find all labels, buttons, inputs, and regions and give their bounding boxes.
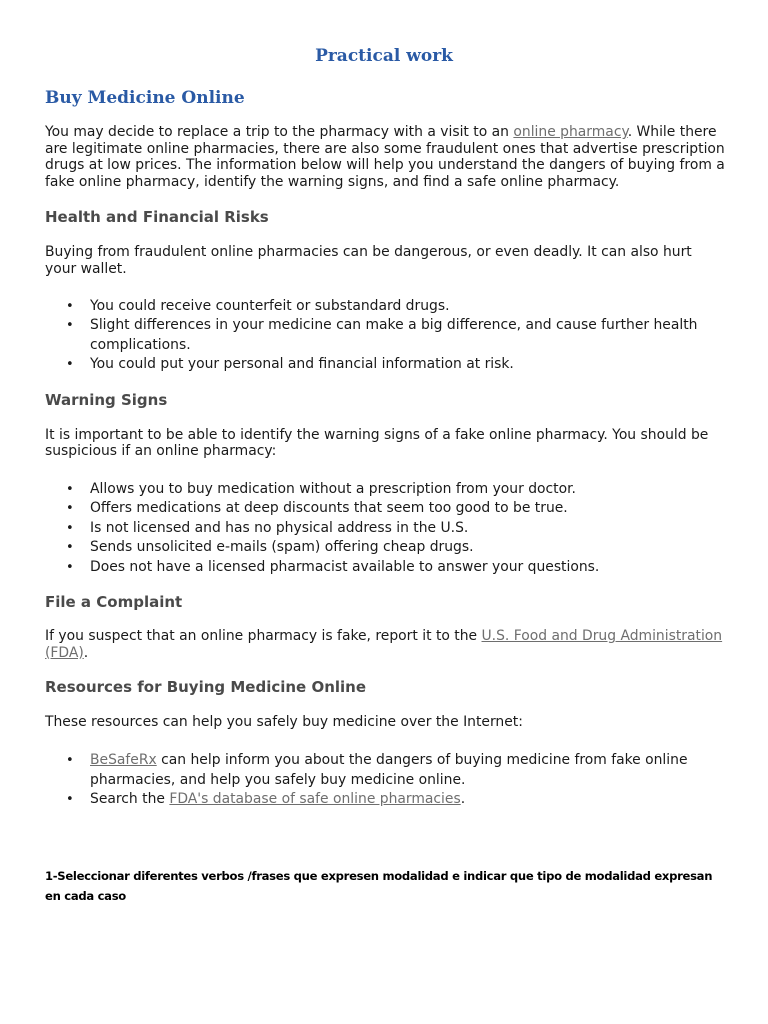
besaferx-text: can help inform you about the dangers of buying medicine from fake online pharmacies, and help you safely buy medicine online. [90,752,688,788]
risks-list [45,297,725,375]
list-item: • Slight differences in your medicine can make a big difference, and cause further health complications. [90,316,725,355]
document-body [45,86,725,810]
list-item: • You could receive counterfeit or substandard drugs. [90,297,725,317]
search-text-end: . [460,791,466,808]
complaint-text-end: . [83,644,89,661]
online-pharmacy-link[interactable]: online pharmacy [513,124,628,140]
complaint-paragraph [45,628,725,661]
besaferx-link[interactable]: BeSafeRx [90,752,157,769]
list-item: • Allows you to buy medication without a prescription from your doctor. [90,480,725,500]
resources-list [45,751,725,810]
intro-paragraph [45,124,725,190]
warning-heading: Warning Signs [45,390,168,409]
complaint-text-start: If you suspect that an online pharmacy is fake, report it to the [45,628,482,645]
list-item: • You could put your personal and financial information at risk. [90,355,725,375]
list-item: • Does not have a licensed pharmacist available to answer your questions. [90,558,725,578]
fda-link[interactable]: U.S. Food and Drug Administration (FDA) [45,628,723,661]
risks-paragraph: Buying from fraudulent online pharmacies can be dangerous, or even deadly. It can also hurt your wallet. [45,244,692,277]
list-item: • Offers medications at deep discounts that seem too good to be true. [90,499,725,519]
intro-text-start: You may decide to replace a trip to the pharmacy with a visit to an [45,124,514,140]
list-item [90,790,725,810]
list-item [90,751,725,790]
risks-heading: Health and Financial Risks [45,208,269,227]
warning-list [45,480,725,578]
list-item: • Sends unsolicited e-mails (spam) offering cheap drugs. [90,538,725,558]
list-item: • Is not licensed and has no physical address in the U.S. [90,519,725,539]
complaint-heading: File a Complaint [45,593,183,612]
main-heading: Buy Medicine Online [45,88,245,108]
fda-database-link[interactable]: FDA's database of safe online pharmacies [169,791,461,808]
resources-heading: Resources for Buying Medicine Online [45,678,367,697]
search-text: Search the [90,791,170,808]
intro-text-end: . While there are legitimate online pharmacies, there are also some fraudulent ones that advertise prescription drugs at low prices. The information below will help you understand the dangers of buying from a fake online pharmacy, identify the warning signs, and find a safe online pharmacy. [45,124,725,190]
warning-paragraph: It is important to be able to identify the warning signs of a fake online pharmacy. You should be suspicious if an online pharmacy: [45,426,709,460]
resources-paragraph: These resources can help you safely buy medicine over the Internet: [45,714,523,731]
exercise-question: 1-Seleccionar diferentes verbos /frases que expresen modalidad e indicar que tipo de modalidad expresan en cada caso [45,869,713,903]
document-title: Practical work [315,46,453,66]
